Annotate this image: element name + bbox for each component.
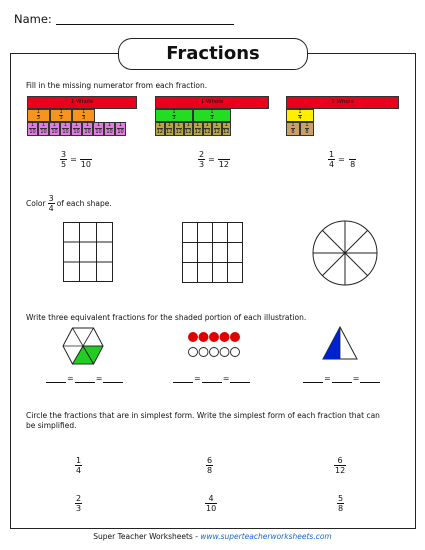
answer-fraction[interactable]: 8 [350, 160, 356, 169]
whole-bar [27, 96, 137, 109]
name-field-line[interactable] [56, 24, 234, 25]
tenth-cell: 1 10 [115, 122, 126, 136]
third-cell: 1 3 [193, 109, 231, 122]
twelfth-cell: 1 12 [204, 122, 211, 135]
page-title: Fractions [118, 38, 308, 70]
answer-row-3 [303, 374, 380, 383]
whole-label: 1 Whole [70, 99, 94, 105]
fraction: $\frac{2}{3}$ [199, 150, 205, 169]
answer-row-2 [173, 374, 250, 383]
twelfth-cell: 1 12 [156, 122, 163, 135]
answer-blank[interactable] [230, 375, 250, 383]
simplify-fraction[interactable]: $\frac{5}{8}$ [338, 494, 344, 513]
fraction: $\frac{3}{5}$ [61, 150, 67, 169]
equals-sign: = [324, 374, 331, 383]
footer [0, 532, 425, 541]
simplify-fraction[interactable]: $\frac{6}{8}$ [207, 456, 213, 475]
answer-blank[interactable] [202, 375, 222, 383]
third-cell: 1 3 [155, 109, 193, 122]
tenth-cell: 1 10 [93, 122, 104, 136]
thirds-row [27, 109, 95, 122]
eighths-row [286, 122, 314, 135]
equals-sign: = [194, 374, 201, 383]
fraction: $\frac{3}{4}$ [48, 194, 54, 213]
twelfth-cell: 1 12 [185, 122, 192, 135]
answer-blank[interactable] [75, 375, 95, 383]
fraction: $\frac{1}{4}$ [329, 150, 335, 169]
answer-row-1 [46, 374, 123, 383]
equals-sign: = [208, 155, 215, 164]
hexagon-shape [62, 327, 104, 365]
section4-instruction-line1: Circle the fractions that are in simplest form. Write the simplest form of each fraction that can [26, 411, 380, 420]
equals-sign: = [222, 374, 230, 383]
equation-1 [60, 150, 92, 169]
equation-2 [198, 150, 230, 169]
tenth-cell: 1 10 [71, 122, 82, 136]
equals-sign: = [70, 155, 77, 164]
answer-blank[interactable] [103, 375, 123, 383]
simplify-fraction[interactable]: $\frac{6}{12}$ [335, 456, 346, 475]
fraction-strip-1 [27, 96, 137, 141]
square-grid-shape[interactable] [182, 222, 243, 283]
tenth-cell: 1 10 [104, 122, 115, 136]
whole-bar [286, 96, 399, 109]
section4-instruction-line2: be simplified. [26, 421, 77, 430]
third-cell: 1 3 [50, 109, 73, 122]
tenth-cell: 1 10 [60, 122, 71, 136]
answer-blank[interactable] [332, 375, 352, 383]
footer-separator: - [192, 532, 201, 541]
circle-shape[interactable] [312, 220, 378, 286]
simplify-fraction[interactable]: $\frac{2}{3}$ [76, 494, 82, 513]
equation-3 [328, 150, 357, 169]
section3-instruction: Write three equivalent fractions for the shaded portion of each illustration. [26, 313, 307, 322]
twelfth-cell: 1 12 [166, 122, 173, 135]
twelfth-cell: 1 12 [213, 122, 220, 135]
footer-brand: Super Teacher Worksheets [93, 532, 193, 541]
answer-blank[interactable] [360, 375, 380, 383]
tenth-cell: 1 10 [27, 122, 38, 136]
triangle-shape [322, 326, 358, 360]
dots-array-shape [187, 330, 241, 360]
footer-link[interactable]: www.superteacherworksheets.com [200, 532, 332, 541]
third-cell: 1 3 [72, 109, 95, 122]
simplify-fraction[interactable]: $\frac{4}{10}$ [206, 494, 217, 513]
answer-blank[interactable] [303, 375, 323, 383]
twelfth-cell: 1 12 [194, 122, 201, 135]
answer-fraction[interactable]: 12 [218, 160, 229, 169]
eighth-cell: 1 8 [286, 122, 300, 136]
fraction-strip-3 [286, 96, 399, 141]
equals-sign: = [95, 374, 103, 383]
answer-fraction[interactable]: 10 [80, 160, 91, 169]
twelfth-cell: 1 12 [175, 122, 182, 135]
instruction-text: Color [26, 198, 46, 208]
equals-sign: = [67, 374, 74, 383]
tenth-cell: 1 10 [49, 122, 60, 136]
third-cell: 1 3 [27, 109, 50, 122]
equals-sign: = [352, 374, 360, 383]
rectangle-grid-shape[interactable] [63, 222, 113, 282]
name-label: Name: [14, 12, 52, 26]
simplify-fraction[interactable]: $\frac{1}{4}$ [76, 456, 82, 475]
fourth-cell: 1 4 [286, 109, 314, 122]
whole-label: 1 Whole [331, 99, 354, 105]
section2-instruction [26, 194, 112, 213]
twelfth-cell: 1 12 [223, 122, 230, 135]
whole-label: 1 Whole [200, 99, 224, 105]
equals-sign: = [338, 155, 345, 164]
thirds-row [155, 109, 231, 122]
whole-bar [155, 96, 269, 109]
fourth-row [286, 109, 314, 122]
tenth-cell: 1 10 [82, 122, 93, 136]
tenth-cell: 1 10 [38, 122, 49, 136]
instruction-text: of each shape. [56, 198, 112, 208]
fraction-strip-2 [155, 96, 269, 141]
eighth-cell: 1 8 [300, 122, 314, 136]
answer-blank[interactable] [173, 375, 193, 383]
section1-instruction: Fill in the missing numerator from each fraction. [26, 81, 208, 90]
answer-blank[interactable] [46, 375, 66, 383]
tenths-row [27, 122, 126, 135]
twelfths-row [155, 122, 231, 135]
